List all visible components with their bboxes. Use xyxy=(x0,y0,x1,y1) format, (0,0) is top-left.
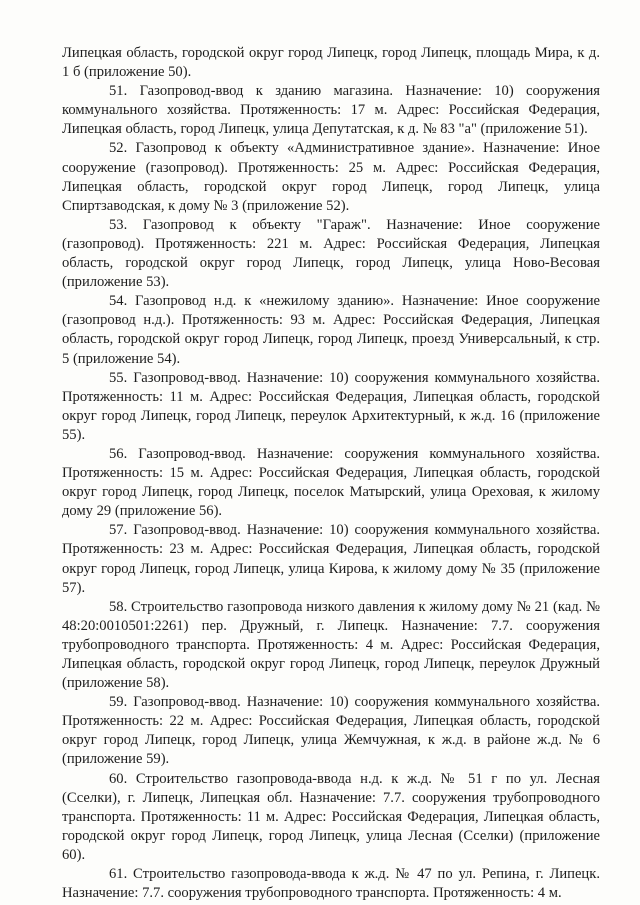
paragraph-item-60: 60. Строительство газопровода-ввода н.д. к ж.д. № 51 г по ул. Лесная (Сселки), г. Липецк, Липецкая обл. Назначение: 7.7. сооружения трубопроводного транспорта. Протяженность: 11 м. Адрес: Российская Федерация, Липецкая область, городской округ город Липецк, город Липецк, улица Лесная (Сселки) (приложение 60). xyxy=(62,770,600,863)
paragraph-continuation: Липецкая область, городской округ город Липецк, город Липецк, площадь Мира, к д. 1 б (приложение 50). xyxy=(62,45,600,81)
paragraph-item-61: 61. Строительство газопровода-ввода к ж.д. № 47 по ул. Репина, г. Липецк. Назначение: 7.7. сооружения трубопроводного транспорта. Протяженность: 4 м. xyxy=(62,866,600,902)
paragraph-item-54: 54. Газопровод н.д. к «нежилому зданию». Назначение: Иное сооружение (газопровод н.д.). Протяженность: 93 м. Адрес: Российская Федерация, Липецкая область, городской округ город Липецк, город Липецк, проезд Универсальный, к стр. 5 (приложение 54). xyxy=(62,293,600,367)
paragraph-item-51: 51. Газопровод-ввод к зданию магазина. Назначение: 10) сооружения коммунального хозяйства. Протяженность: 17 м. Адрес: Российская Федерация, Липецкая область, город Липецк, улица Депутатская, к д. № 83 "а" (приложение 51). xyxy=(62,83,600,138)
paragraph-item-58: 58. Строительство газопровода низкого давления к жилому дому № 21 (кад. № 48:20:0010501:2261) пер. Дружный, г. Липецк. Назначение: 7.7. сооружения трубопроводного транспорта. Протяженность: 4 м. Адрес: Российская Федерация, Липецкая область, городской округ город Липецк, город Липецк, переулок Дружный (приложение 58). xyxy=(62,598,600,692)
paragraph-item-52: 52. Газопровод к объекту «Административное здание». Назначение: Иное сооружение (газопровод). Протяженность: 25 м. Адрес: Российская Федерация, Липецкая область, городской округ город Липецк, город Липецк, улица Спиртзаводская, к дому № 3 (приложение 52). xyxy=(62,140,600,214)
paragraph-item-55: 55. Газопровод-ввод. Назначение: 10) сооружения коммунального хозяйства. Протяженность: 11 м. Адрес: Российская Федерация, Липецкая область, городской округ город Липецк, город Липецк, переулок Архитектурный, к ж.д. 16 (приложение 55). xyxy=(62,369,600,443)
paragraph-item-53: 53. Газопровод к объекту "Гараж". Назначение: Иное сооружение (газопровод). Протяженность: 221 м. Адрес: Российская Федерация, Липецкая область, городской округ город Липецк, город Липецк, улица Ново-Весовая (приложение 53). xyxy=(62,216,600,291)
paragraph-item-56: 56. Газопровод-ввод. Назначение: сооружения коммунального хозяйства. Протяженность: 15 м. Адрес: Российская Федерация, Липецкая область, городской округ город Липецк, город Липецк, поселок Матырский, улица Ореховая, к жилому дому 29 (приложение 56). xyxy=(62,445,600,520)
paragraph-item-59: 59. Газопровод-ввод. Назначение: 10) сооружения коммунального хозяйства. Протяженность: 22 м. Адрес: Российская Федерация, Липецкая область, городской округ город Липецк, город Липецк, улица Жемчужная, к ж.д. в районе ж.д. № 6 (приложение 59). xyxy=(62,694,600,768)
paragraph-item-57: 57. Газопровод-ввод. Назначение: 10) сооружения коммунального хозяйства. Протяженность: 23 м. Адрес: Российская Федерация, Липецкая область, городской округ город Липецк, город Липецк, улица Кирова, к жилому дому № 35 (приложение 57). xyxy=(62,522,600,596)
